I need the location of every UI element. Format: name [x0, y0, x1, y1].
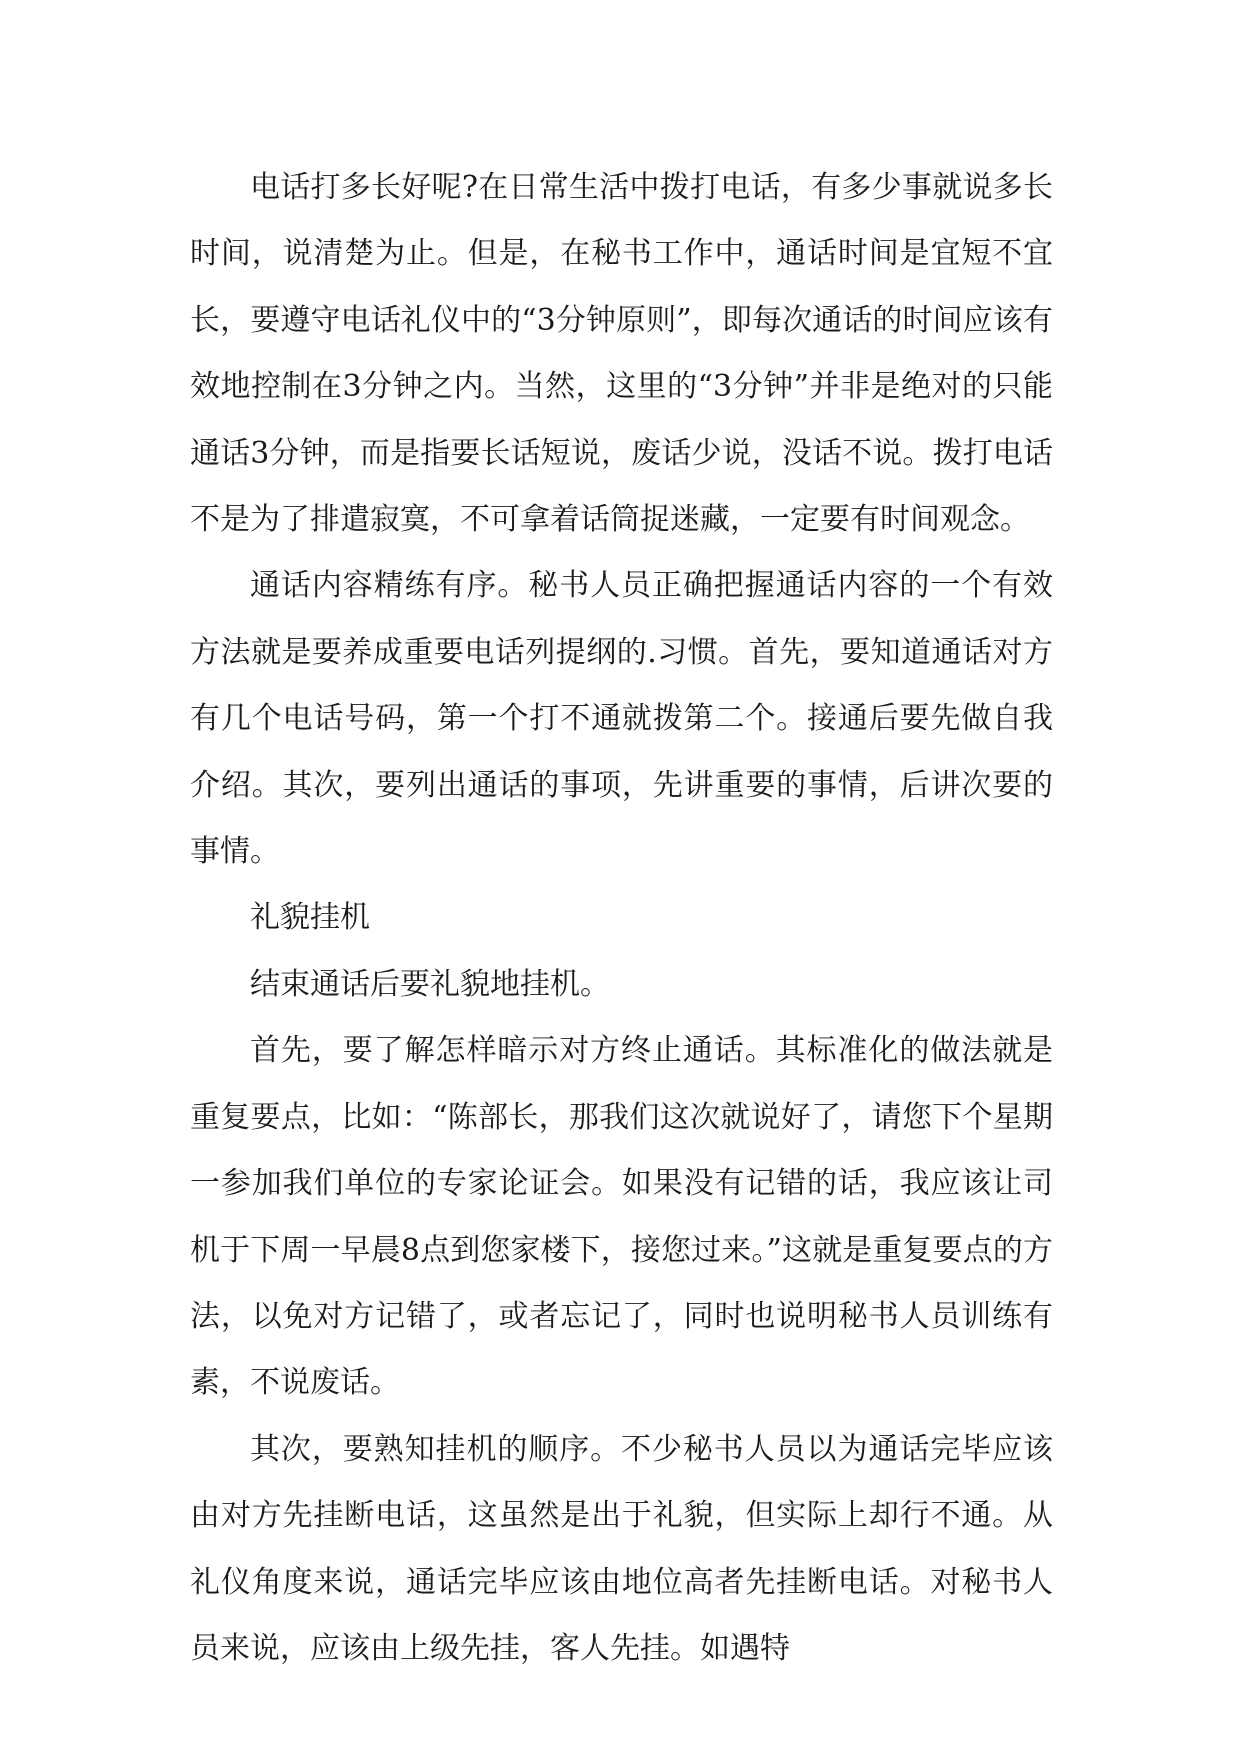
section-heading-polite-hangup: 礼貌挂机	[250, 900, 370, 936]
paragraph-call-content: 通话内容精练有序。秘书人员正确把握通话内容的一个有效方法就是要养成重要电话列提纲的.习惯。首先，要知道通话对方有几个电话号码，第一个打不通就拨第二个。接通后要先做自我介绍。其次，要列出通话的事项，先讲重要的事情，后讲次要的事情。	[190, 568, 1053, 870]
paragraph-call-duration: 电话打多长好呢?在日常生活中拨打电话，有多少事就说多长时间，说清楚为止。但是，在秘书工作中，通话时间是宜短不宜长，要遵守电话礼仪中的“3分钟原则”，即每次通话的时间应该有效地控制在3分钟之内。当然，这里的“3分钟”并非是绝对的只能通话3分钟，而是指要长话短说，废话少说，没话不说。拨打电话不是为了排遣寂寞，不可拿着话筒捉迷藏，一定要有时间观念。	[190, 170, 1053, 538]
paragraph-hangup-intro: 结束通话后要礼貌地挂机。	[250, 966, 610, 1002]
paragraph-signal-end: 首先，要了解怎样暗示对方终止通话。其标准化的做法就是重复要点，比如：“陈部长，那我们这次就说好了，请您下个星期一参加我们单位的专家论证会。如果没有记错的话，我应该让司机于下周一早晨8点到您家楼下，接您过来。”这就是重复要点的方法，以免对方记错了，或者忘记了，同时也说明秘书人员训练有素，不说废话。	[190, 1033, 1053, 1401]
paragraph-hangup-order: 其次，要熟知挂机的顺序。不少秘书人员以为通话完毕应该由对方先挂断电话，这虽然是出于礼貌，但实际上却行不通。从礼仪角度来说，通话完毕应该由地位高者先挂断电话。对秘书人员来说，应该由上级先挂，客人先挂。如遇特	[190, 1431, 1053, 1666]
document-page	[190, 155, 1053, 1682]
